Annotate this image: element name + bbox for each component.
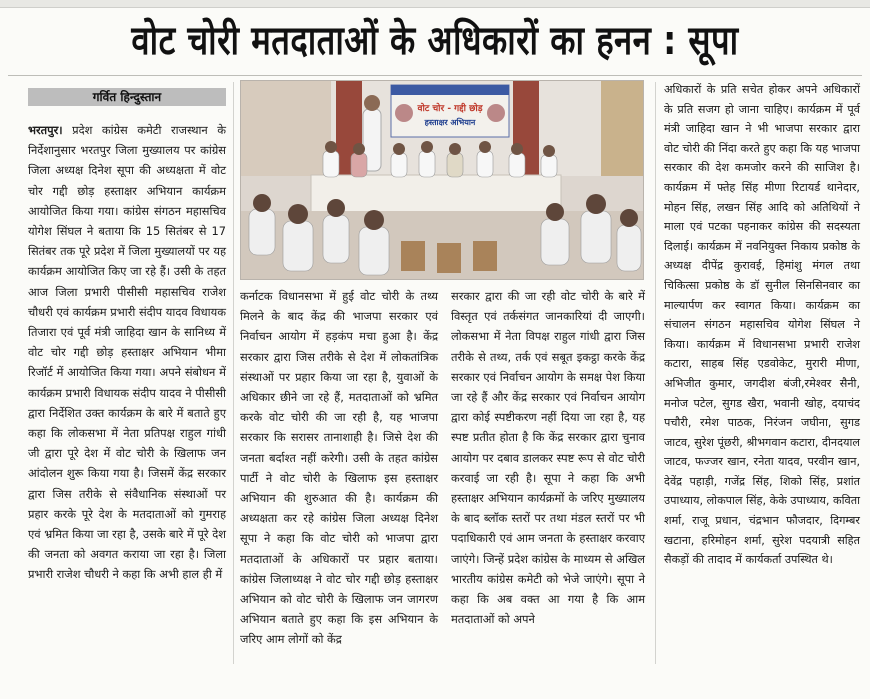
column-separator [233,82,234,664]
banner-line-2: हस्ताक्षर अभियान [424,118,476,127]
banner-line-1: वोट चोर - गद्दी छोड़ [417,104,483,114]
column-4-text: अधिकारों के प्रति सचेत होकर अपने अधिकारों के प्रति सजग हो जाना चाहिए। कार्यक्रम में पूर्व मंत्री जाहिदा खान ने भी भाजपा सरकार द्वारा वोट चोरी की निंदा करते हुए कहा कि यह भाजपा सरकार की देश कमजोर करने की साजिश है। कार्यक्रम में फ्तेह सिंह मीणा रिटायर्ड थानेदार, मोहन सिंह, लखन सिंह आदि को अतिथियों ने माला एवं पटका पहनाकर कांग्रेस की सदस्यता दिलाई। कार्यक्रम में नवनियुक्त निकाय प्रकोष्ठ के अध्यक्ष दीपेंद्र कुरावई, हिमांशु मंगल तथा चिकित्सा प्रकोष्ठ के डॉ सुनील सिनसिनवार का माल्यार्पण कर स्वागत किया। कार्यक्रम का संचालन संगठन महासचिव योगेश सिंघल ने किया। कार्यक्रम में विधानसभा प्रभारी राजेश कटारा, साहब सिंह एडवोकेट, मुरारी मीणा, अभिजीत कुमार, जगदीश बंजी,रमेश्वर सैनी, मनोज पटेल, सुगड खैरा, भवानी खोह, दयाचंद पचौरी, रमेश पाठक, निरंजन जघीना, सुगड जाटव, सुरेश पूंछरी, श्रीभगवान कटारा, दीनदयाल जाटव, फज्जर खान, रनेता यादव, परवीन खान, देवेंद्र पहाड़ी, गजेंद्र सिंह, शिको सिंह, प्रशांत उपाध्याय, लोकपाल सिंह, केके उपाध्याय, कविता शर्मा, राजू प्रधान, चंद्रभान फौजदार, दिगम्बर खटाना, हरिमोहन शर्मा, सुरेश पदयात्री सहित सैकड़ों की तादाद में कार्यकर्ता उपस्थित थे। [664,83,860,567]
article-column-4 [664,80,860,666]
column-3-text: सरकार द्वारा की जा रही वोट चोरी के बारे में विस्तृत एवं तर्कसंगत जानकारियां दी जाएगी। लोकसभा में नेता विपक्ष राहुल गांधी द्वारा जिस तरीके से तथ्य, तर्क एवं सबूत इकट्ठा करके केंद्र सरकार एवं निर्वाचन आयोग के समक्ष पेश किया जा रहे हैं और केंद्र सरकार एवं निर्वाचन आयोग द्वारा कोई स्पष्टीकरण नहीं दिया जा रहा है, यह स्पष्ट प्रतीत होता है कि केंद्र सरकार द्वारा चुनाव आयोग पर दबाव डालकर स्पष्ट रूप से वोट चोरी करवाई जा रही है। सूपा ने कहा कि अभी हस्ताक्षर अभियान कार्यक्रमों के जरिए मुख्यालय के बाद ब्लॉक स्तरों पर तथा मंडल स्तरों पर भी पदाधिकारी एवं आम जनता के हस्ताक्षर करवाए जाएंगे। जिन्हें प्रदेश कांग्रेस के माध्यम से अखिल भारतीय कांग्रेस कमेटी को भेजे जाएंगे। सूपा ने कहा कि अब वक्त आ गया है कि आम मतदाताओं को अपने [451,289,645,627]
bureau-label: गर्वित हिन्दुस्तान [28,88,226,106]
article-column-3 [451,286,645,666]
column-2-text: कर्नाटक विधानसभा में हुई वोट चोरी के तथ्य मिलने के बाद केंद्र की भाजपा सरकार एवं निर्वाचन आयोग में हड़कंप मचा हुआ है। केंद्र सरकार द्वारा जिस तरीके से देश में लोकतांत्रिक संस्थाओं पर प्रहार किया जा रहा है, युवाओं के अधिकार छीने जा रहे हैं, मतदाताओं को भ्रमित करके वोट चोरी की जा रही है, यह भाजपा सरकार कि सरासर तानाशाही है। जिसे देश की जनता बर्दाश्त नहीं करेगी। उसी के तहत कांग्रेस पार्टी ने वोट चोरी के खिलाफ इस हस्ताक्षर अभियान की शुरुआत की है। कार्यक्रम की अध्यक्षता कर रहे कांग्रेस जिला अध्यक्ष दिनेश सूपा ने कहा कि वोट चोरी को भाजपा द्वारा मतदाताओं के अधिकारों पर प्रहार बताया। कांग्रेस जिलाध्यक्ष ने वोट चोर गद्दी छोड़ हस्ताक्षर अभियान को वोट चोरी के खिलाफ जन जागरण अभियान बताते हुए कहा कि इस अभियान के जरिए आम लोगों को केंद्र [240,289,438,647]
column-separator [655,82,656,664]
article-column-1 [28,120,226,676]
previous-article-strip [0,0,870,8]
headline-divider [8,75,862,76]
article-column-2 [240,286,438,666]
column-1-text: प्रदेश कांग्रेस कमेटी राजस्थान के निर्देशानुसार भरतपुर जिला मुख्यालय पर कांग्रेस जिला अध्यक्ष दिनेश सूपा की अध्यक्षता में वोट चोर गद्दी छोड़ हस्ताक्षर अभियान कार्यक्रम आयोजित किया गया। कांग्रेस संगठन महासचिव योगेश सिंघल ने बताया कि 15 सितंबर से 17 सितंबर तक पूरे प्रदेश में जिला मुख्यालयों पर यह कार्यक्रम आयोजित किए जा रहे हैं। उसी के तहत आज जिला प्रभारी पीसीसी महासचिव राजेश चौधरी एवं कार्यक्रम प्रभारी संदीप यादव विधायक तिजारा एवं पूर्व मंत्री जाहिदा खान के सानिध्य में वोट चोर गद्दी छोड़ हस्ताक्षर अभियान भीमा रिजॉर्ट में आयोजित किया गया। अपने संबोधन में कार्यक्रम प्रभारी विधायक संदीप यादव ने पीसीसी द्वारा निर्देशित उक्त कार्यक्रम के बारे में बताते हुए कहा कि लोकसभा में नेता प्रतिपक्ष राहुल गांधी जी द्वारा पूरे देश में वोट चोरी के खिलाफ जन आंदोलन शुरू किया गया है। जिसमें केंद्र सरकार द्वारा जिस तरीके से संवैधानिक संस्थाओं पर प्रहार करके पूरे देश के मतदाताओं को गुमराह एवं भ्रमित किया जा रहा है, उसके बारे में पूरे देश की जनता को अवगत कराया जा रहा है। जिला प्रभारी राजेश चौधरी ने कहा कि अभी हाल ही में [28,123,226,582]
event-photo-illustration [241,81,643,279]
event-photo [240,80,644,280]
dateline: भरतपुर। [28,123,63,137]
headline: वोट चोरी मतदाताओं के अधिकारों का हनन : सूपा [131,18,739,64]
